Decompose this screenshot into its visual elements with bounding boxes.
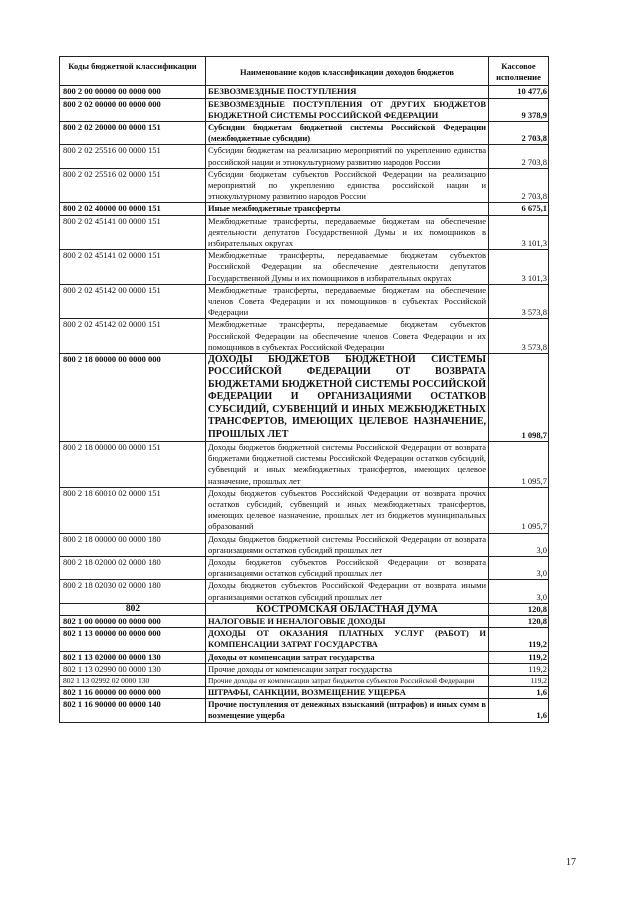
- row-code: 802: [60, 603, 206, 615]
- row-code: 800 2 02 25516 00 0000 151: [60, 145, 206, 168]
- row-amount: 1 095,7: [489, 487, 549, 533]
- row-name: Доходы от компенсации затрат государства: [206, 651, 489, 663]
- row-code: 800 2 02 40000 00 0000 151: [60, 203, 206, 215]
- row-name: Доходы бюджетов бюджетной системы Российской Федерации от возврата бюджетами бюджетной системы Российской Федерации остатков субсидий, субвенций и иных межбюджетных трансфертов, имеющих целевое назначение, прошлых лет: [206, 441, 489, 487]
- row-code: 800 2 02 45141 02 0000 151: [60, 250, 206, 285]
- row-amount: 2 703,8: [489, 122, 549, 145]
- row-amount: 3,0: [489, 580, 549, 603]
- row-amount: 119,2: [489, 663, 549, 675]
- row-name: Субсидии бюджетам бюджетной системы Российской Федерации (межбюджетные субсидии): [206, 122, 489, 145]
- table-row: [60, 628, 549, 651]
- row-amount: 119,2: [489, 651, 549, 663]
- row-code: 802 1 13 02000 00 0000 130: [60, 651, 206, 663]
- table-row: [60, 580, 549, 603]
- row-amount: 3 101,3: [489, 215, 549, 250]
- row-name: ШТРАФЫ, САНКЦИИ, ВОЗМЕЩЕНИЕ УЩЕРБА: [206, 686, 489, 698]
- table-row: [60, 250, 549, 285]
- row-amount: 1 095,7: [489, 441, 549, 487]
- row-code: 800 2 02 25516 02 0000 151: [60, 168, 206, 203]
- row-code: 802 1 16 00000 00 0000 000: [60, 686, 206, 698]
- row-name: Доходы бюджетов субъектов Российской Федерации от возврата иными организациями остатков субсидий прошлых лет: [206, 580, 489, 603]
- row-name: ДОХОДЫ ОТ ОКАЗАНИЯ ПЛАТНЫХ УСЛУГ (РАБОТ) И КОМПЕНСАЦИИ ЗАТРАТ ГОСУДАРСТВА: [206, 628, 489, 651]
- row-code: 802 1 13 02990 00 0000 130: [60, 663, 206, 675]
- row-amount: 3,0: [489, 556, 549, 579]
- document-page: [59, 56, 548, 723]
- row-amount: 120,8: [489, 615, 549, 627]
- table-row: [60, 675, 549, 686]
- row-amount: 1,6: [489, 686, 549, 698]
- table-header-row: [60, 57, 549, 86]
- row-amount: 119,2: [489, 628, 549, 651]
- row-code: 800 2 02 45141 00 0000 151: [60, 215, 206, 250]
- table-row: [60, 699, 549, 722]
- row-amount: 120,8: [489, 603, 549, 615]
- table-row: [60, 441, 549, 487]
- row-code: 800 2 02 45142 02 0000 151: [60, 319, 206, 354]
- table-row: [60, 145, 549, 168]
- row-name: Прочие доходы от компенсации затрат государства: [206, 663, 489, 675]
- row-name: Прочие поступления от денежных взысканий (штрафов) и иных сумм в возмещение ущерба: [206, 699, 489, 722]
- table-row: [60, 354, 549, 442]
- row-amount: 10 477,6: [489, 86, 549, 98]
- row-name: КОСТРОМСКАЯ ОБЛАСТНАЯ ДУМА: [206, 603, 489, 615]
- header-amount: Кассовое исполнение: [489, 57, 549, 86]
- row-name: Межбюджетные трансферты, передаваемые бюджетам на обеспечение деятельности депутатов Государственной Думы и их помощников в избирательных округах: [206, 215, 489, 250]
- row-name: ДОХОДЫ БЮДЖЕТОВ БЮДЖЕТНОЙ СИСТЕМЫ РОССИЙСКОЙ ФЕДЕРАЦИИ ОТ ВОЗВРАТА БЮДЖЕТАМИ БЮДЖЕТНОЙ СИСТЕМЫ РОССИЙСКОЙ ФЕДЕРАЦИИ И ОРГАНИЗАЦИЯМИ ОСТАТКОВ СУБСИДИЙ, СУБВЕНЦИЙ И ИНЫХ МЕЖБЮДЖЕТНЫХ ТРАНСФЕРТОВ, ИМЕЮЩИХ ЦЕЛЕВОЕ НАЗНАЧЕНИЕ, ПРОШЛЫХ ЛЕТ: [206, 354, 489, 442]
- row-name: Доходы бюджетов субъектов Российской Федерации от возврата организациями остатков субсидий прошлых лет: [206, 556, 489, 579]
- row-code: 800 2 00 00000 00 0000 000: [60, 86, 206, 98]
- table-row: [60, 603, 549, 615]
- row-amount: 3 573,8: [489, 319, 549, 354]
- header-name: Наименование кодов классификации доходов бюджетов: [206, 57, 489, 86]
- table-row: [60, 122, 549, 145]
- row-code: 800 2 18 02000 02 0000 180: [60, 556, 206, 579]
- table-row: [60, 533, 549, 556]
- table-row: [60, 651, 549, 663]
- table-row: [60, 98, 549, 121]
- table-row: [60, 319, 549, 354]
- row-amount: 3 101,3: [489, 250, 549, 285]
- row-name: Субсидии бюджетам на реализацию мероприятий по укреплению единства российской нации и этнокультурному развитию народов России: [206, 145, 489, 168]
- row-code: 800 2 18 00000 00 0000 000: [60, 354, 206, 442]
- row-code: 800 2 18 02030 02 0000 180: [60, 580, 206, 603]
- table-body: [60, 86, 549, 722]
- page-number: 17: [566, 857, 576, 868]
- row-code: 800 2 02 20000 00 0000 151: [60, 122, 206, 145]
- row-name: Иные межбюджетные трансферты: [206, 203, 489, 215]
- table-row: [60, 168, 549, 203]
- row-name: БЕЗВОЗМЕЗДНЫЕ ПОСТУПЛЕНИЯ ОТ ДРУГИХ БЮДЖЕТОВ БЮДЖЕТНОЙ СИСТЕМЫ РОССИЙСКОЙ ФЕДЕРАЦИИ: [206, 98, 489, 121]
- row-amount: 119,2: [489, 675, 549, 686]
- row-name: Субсидии бюджетам субъектов Российской Федерации на реализацию мероприятий по укреплению единства российской нации и этнокультурному развитию народов России: [206, 168, 489, 203]
- row-name: Прочие доходы от компенсации затрат бюджетов субъектов Российской Федерации: [206, 675, 489, 686]
- row-amount: 9 378,9: [489, 98, 549, 121]
- header-code: Коды бюджетной классификации: [60, 57, 206, 86]
- table-row: [60, 487, 549, 533]
- table-row: [60, 556, 549, 579]
- row-amount: 2 703,8: [489, 168, 549, 203]
- row-amount: 6 675,1: [489, 203, 549, 215]
- row-name: НАЛОГОВЫЕ И НЕНАЛОГОВЫЕ ДОХОДЫ: [206, 615, 489, 627]
- table-row: [60, 203, 549, 215]
- row-name: Доходы бюджетов субъектов Российской Федерации от возврата прочих остатков субсидий, субвенций и иных межбюджетных трансфертов, имеющих целевое назначение, прошлых лет из бюджетов муниципальных образований: [206, 487, 489, 533]
- row-amount: 3 573,8: [489, 284, 549, 319]
- budget-table: [59, 56, 549, 723]
- row-code: 802 1 13 02992 02 0000 130: [60, 675, 206, 686]
- row-amount: 2 703,8: [489, 145, 549, 168]
- row-code: 802 1 13 00000 00 0000 000: [60, 628, 206, 651]
- row-code: 800 2 18 00000 00 0000 151: [60, 441, 206, 487]
- row-name: Межбюджетные трансферты, передаваемые бюджетам субъектов Российской Федерации на обеспечение членов Совета Федерации и их помощников в субъектах Российской Федерации: [206, 319, 489, 354]
- table-row: [60, 663, 549, 675]
- row-code: 800 2 02 00000 00 0000 000: [60, 98, 206, 121]
- table-row: [60, 615, 549, 627]
- row-code: 802 1 16 90000 00 0000 140: [60, 699, 206, 722]
- row-amount: 1 098,7: [489, 354, 549, 442]
- row-name: Межбюджетные трансферты, передаваемые бюджетам субъектов Российской Федерации на обеспечение деятельности депутатов Государственной Думы и их помощников в избирательных округах: [206, 250, 489, 285]
- table-row: [60, 215, 549, 250]
- table-row: [60, 686, 549, 698]
- row-name: Доходы бюджетов бюджетной системы Российской Федерации от возврата организациями остатков субсидий прошлых лет: [206, 533, 489, 556]
- row-amount: 3,0: [489, 533, 549, 556]
- table-row: [60, 86, 549, 98]
- row-code: 802 1 00 00000 00 0000 000: [60, 615, 206, 627]
- row-code: 800 2 18 00000 00 0000 180: [60, 533, 206, 556]
- row-name: Межбюджетные трансферты, передаваемые бюджетам на обеспечение членов Совета Федерации и их помощников в субъектах Российской Федерации: [206, 284, 489, 319]
- row-name: БЕЗВОЗМЕЗДНЫЕ ПОСТУПЛЕНИЯ: [206, 86, 489, 98]
- row-code: 800 2 02 45142 00 0000 151: [60, 284, 206, 319]
- table-row: [60, 284, 549, 319]
- row-amount: 1,6: [489, 699, 549, 722]
- row-code: 800 2 18 60010 02 0000 151: [60, 487, 206, 533]
